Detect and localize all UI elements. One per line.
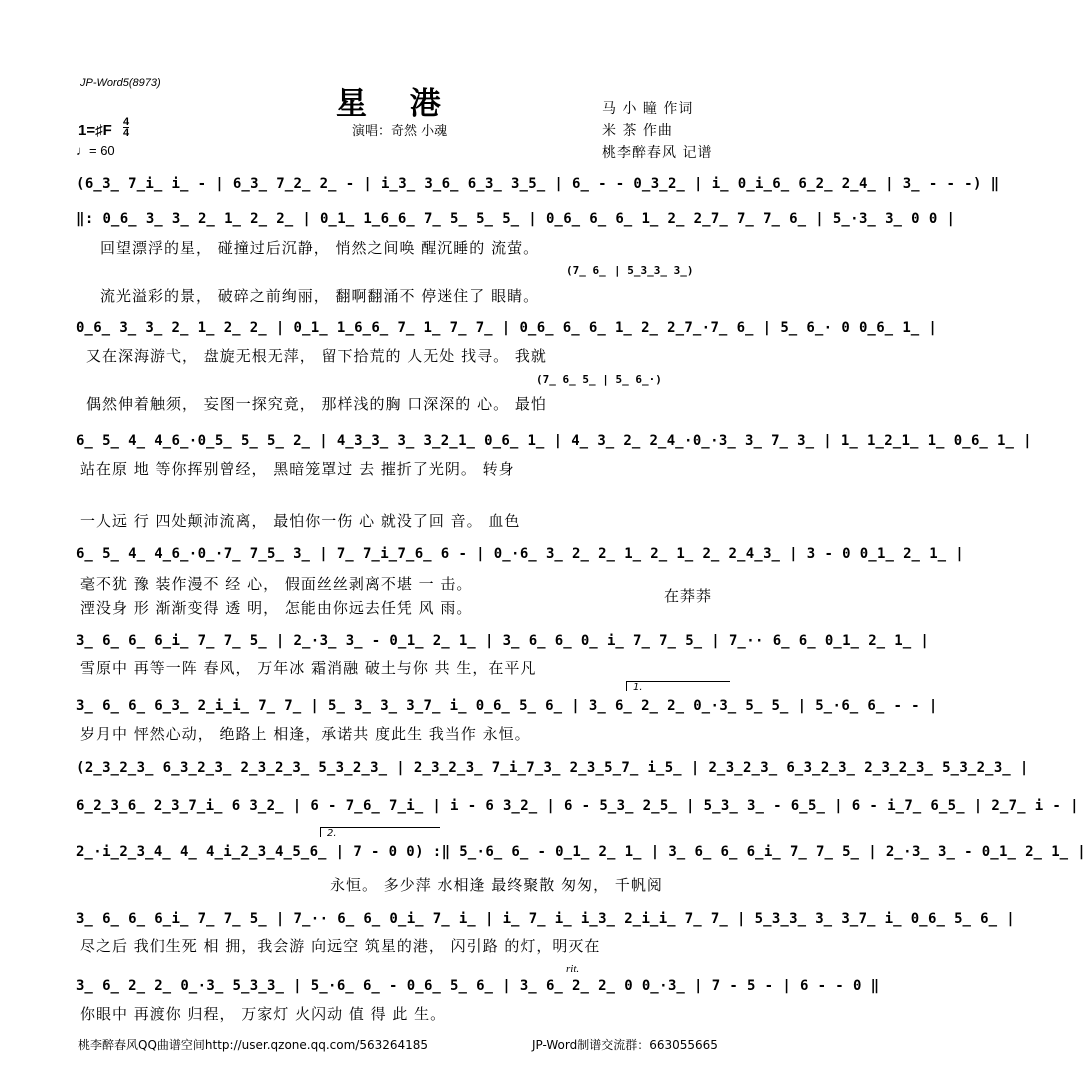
score-row-3-lyric-1: 站在原 地 等你挥别曾经， 黑暗笼罩过 去 摧折了光阴。 转身	[80, 460, 515, 478]
score-row-1-lyric-1: 回望漂浮的星， 碰撞过后沉静， 悄然之间唤 醒沉睡的 流萤。	[100, 239, 540, 257]
ornament-row-1a: (7̲ 6̲	[566, 264, 606, 277]
score-row-11-notes: 3̲ 6̲ 2̲ 2̲ 0̲·3̲ 5̲3̲3̲ | 5̲·6̲ 6̲ - 0̲6̲ 5̲ 6̲ | 3̲ 6̲ 2̲ 2̲ 0 0̲·3̲ | 7 - 5 - | 6 - - 0 ‖	[76, 978, 880, 994]
score-row-3-notes: 6̲ 5̲ 4̲ 4̲6̲·0̲5̲ 5̲ 5̲ 2̲ | 4̲3̲3̲ 3̲ 3̲2̲1̲ 0̲6̲ 1̲ | 4̲ 3̲ 2̲ 2̲4̲·0̲·3̲ 3̲ 7̲ 3̲ | 1̲ 1̲2̲1̲ 1̲ 0̲6̲ 1̲ |	[76, 433, 1032, 449]
score-row-10-lyric-1: 尽之后 我们生死 相 拥，我会游 向远空 筑星的港， 闪引路 的灯，明灭在	[80, 937, 601, 955]
key-signature: 1=♯F	[78, 122, 112, 139]
score-row-4-lyric-2: 湮没身 形 渐渐变得 透 明， 怎能由你远去任凭 风 雨。	[80, 599, 473, 617]
score-row-1-lyric-2: 流光溢彩的景， 破碎之前绚丽， 翻啊翻涌不 停迷住了 眼睛。	[100, 287, 540, 305]
score-row-10-notes: 3̲ 6̲ 6̲ 6̲i̲ 7̲ 7̲ 5̲ | 7̲·· 6̲ 6̲ 0̲i̲ 7̲ i̲ | i̲ 7̲ i̲ i̲3̲ 2̲i̲i̲ 7̲ 7̲ | 5̲3̲3̲ 3̲ 3̲7̲ i̲ 0̲6̲ 5̲ 6̲ |	[76, 911, 1016, 927]
score-row-9-notes: 2̲·i̲2̲3̲4̲ 4̲ 4̲i̲2̲3̲4̲5̲6̲ | 7 - 0 0) :‖ 5̲·6̲ 6̲ - 0̲1̲ 2̲ 1̲ | 3̲ 6̲ 6̲ 6̲i̲ 7̲ 7̲ 5̲ | 2̲·3̲ 3̲ - 0̲1̲ 2̲ 1̲ |	[76, 844, 1086, 860]
volta-2: 2.	[320, 827, 440, 837]
score-row-4-notes: 6̲ 5̲ 4̲ 4̲6̲·0̲·7̲ 7̲5̲ 3̲ | 7̲ 7̲i̲7̲6̲ 6 - | 0̲·6̲ 3̲ 2̲ 2̲ 1̲ 2̲ 1̲ 2̲ 2̲4̲3̲ | 3 - 0 0̲1̲ 2̲ 1̲ |	[76, 546, 965, 562]
footer-left: 桃李醉春风QQ曲谱空间http://user.qzone.qq.com/563264185	[78, 1038, 429, 1052]
footer-right: JP-Word制谱交流群：663055665	[532, 1038, 718, 1052]
transcriber-credit: 桃李醉春风 记谱	[602, 145, 713, 161]
score-row-2-lyric-1: 又在深海游弋， 盘旋无根无萍， 留下拾荒的 人无处 找寻。 我就	[86, 347, 547, 365]
rit-mark: rit.	[566, 963, 580, 975]
score-row-9-lyric-1: 永恒。 多少萍 水相逢 最终聚散 匆匆， 千帆阅	[330, 876, 663, 894]
score-row-2-lyric-2: 偶然伸着触须， 妄图一探究竟， 那样浅的胸 口深深的 心。 最怕	[86, 395, 547, 413]
score-row-6-lyric-1: 岁月中 怦然心动， 绝路上 相逢，承诺共 度此生 我当作 永恒。	[80, 725, 531, 743]
score-row-3-lyric-2: 一人远 行 四处颠沛流离， 最怕你一伤 心 就没了回 音。 血色	[80, 512, 521, 530]
score-row-7-notes: (2̲3̲2̲3̲ 6̲3̲2̲3̲ 2̲3̲2̲3̲ 5̲3̲2̲3̲ | 2̲3̲2̲3̲ 7̲i̲7̲3̲ 2̲3̲5̲7̲ i̲5̲ | 2̲3̲2̲3̲ 6̲3̲2̲3̲ 2̲3̲2̲3̲ 5̲3̲2̲3̲ |	[76, 760, 1029, 776]
volta-1: 1.	[626, 681, 730, 691]
score-row-5-notes: 3̲ 6̲ 6̲ 6̲i̲ 7̲ 7̲ 5̲ | 2̲·3̲ 3̲ - 0̲1̲ 2̲ 1̲ | 3̲ 6̲ 6̲ 0̲ i̲ 7̲ 7̲ 5̲ | 7̲·· 6̲ 6̲ 0̲1̲ 2̲ 1̲ |	[76, 633, 930, 649]
ornament-row-1b: | 5̲3̲3̲ 3̲)	[614, 264, 694, 277]
song-title: 星 港	[336, 86, 457, 122]
time-signature	[123, 117, 129, 138]
score-row-11-lyric-1: 你眼中 再渡你 归程， 万家灯 火闪动 值 得 此 生。	[80, 1005, 447, 1023]
score-row-5-lyric-1: 雪原中 再等一阵 春风， 万年冰 霜消融 破土与你 共 生，在平凡	[80, 659, 537, 677]
composer-credit: 米 茶 作曲	[602, 123, 673, 139]
singer-credit: 演唱：奇然 小魂	[352, 124, 448, 139]
score-row-2-notes: 0̲6̲ 3̲ 3̲ 2̲ 1̲ 2̲ 2̲ | 0̲1̲ 1̲6̲6̲ 7̲ 1̲ 7̲ 7̲ | 0̲6̲ 6̲ 6̲ 1̲ 2̲ 2̲7̲·7̲ 6̲ | 5̲ 6̲· 0 0̲6̲ 1̲ |	[76, 320, 938, 336]
time-top: 4	[123, 116, 130, 128]
score-row-6-notes: 3̲ 6̲ 6̲ 6̲3̲ 2̲i̲i̲ 7̲ 7̲ | 5̲ 3̲ 3̲ 3̲7̲ i̲ 0̲6̲ 5̲ 6̲ | 3̲ 6̲ 2̲ 2̲ 0̲·3̲ 5̲ 5̲ | 5̲·6̲ 6̲ - - |	[76, 698, 938, 714]
score-row-8-notes: 6̲2̲3̲6̲ 2̲3̲7̲i̲ 6 3̲2̲ | 6 - 7̲6̲ 7̲i̲ | i - 6 3̲2̲ | 6 - 5̲3̲ 2̲5̲ | 5̲3̲ 3̲ - 6̲5̲ | 6 - i̲7̲ 6̲5̲ | 2̲7̲ i - |	[76, 798, 1079, 814]
ornament-row-2: (7̲ 6̲ 5̲ | 5̲ 6̲·)	[536, 373, 662, 386]
score-row-0-notes: (6̲3̲ 7̲i̲ i̲ - | 6̲3̲ 7̲2̲ 2̲ - | i̲3̲ 3̲6̲ 6̲3̲ 3̲5̲ | 6̲ - - 0̲3̲2̲ | i̲ 0̲i̲6̲ 6̲2̲ 2̲4̲ | 3̲ - - -) ‖	[76, 176, 1000, 192]
time-bottom: 4	[123, 127, 130, 139]
version-label: JP-Word5(8973)	[80, 77, 161, 89]
score-row-1-notes: ‖: 0̲6̲ 3̲ 3̲ 2̲ 1̲ 2̲ 2̲ | 0̲1̲ 1̲6̲6̲ 7̲ 5̲ 5̲ 5̲ | 0̲6̲ 6̲ 6̲ 1̲ 2̲ 2̲7̲ 7̲ 7̲ 6̲ | 5̲·3̲ 3̲ 0 0 |	[76, 211, 956, 227]
side-lyric: 在莽莽	[664, 587, 713, 605]
tempo-mark: ♩= 60	[76, 143, 115, 158]
lyricist-credit: 马 小 瞳 作词	[602, 101, 694, 117]
score-row-4-lyric-1: 毫不犹 豫 装作漫不 经 心， 假面丝丝剥离不堪 一 击。	[80, 575, 473, 593]
